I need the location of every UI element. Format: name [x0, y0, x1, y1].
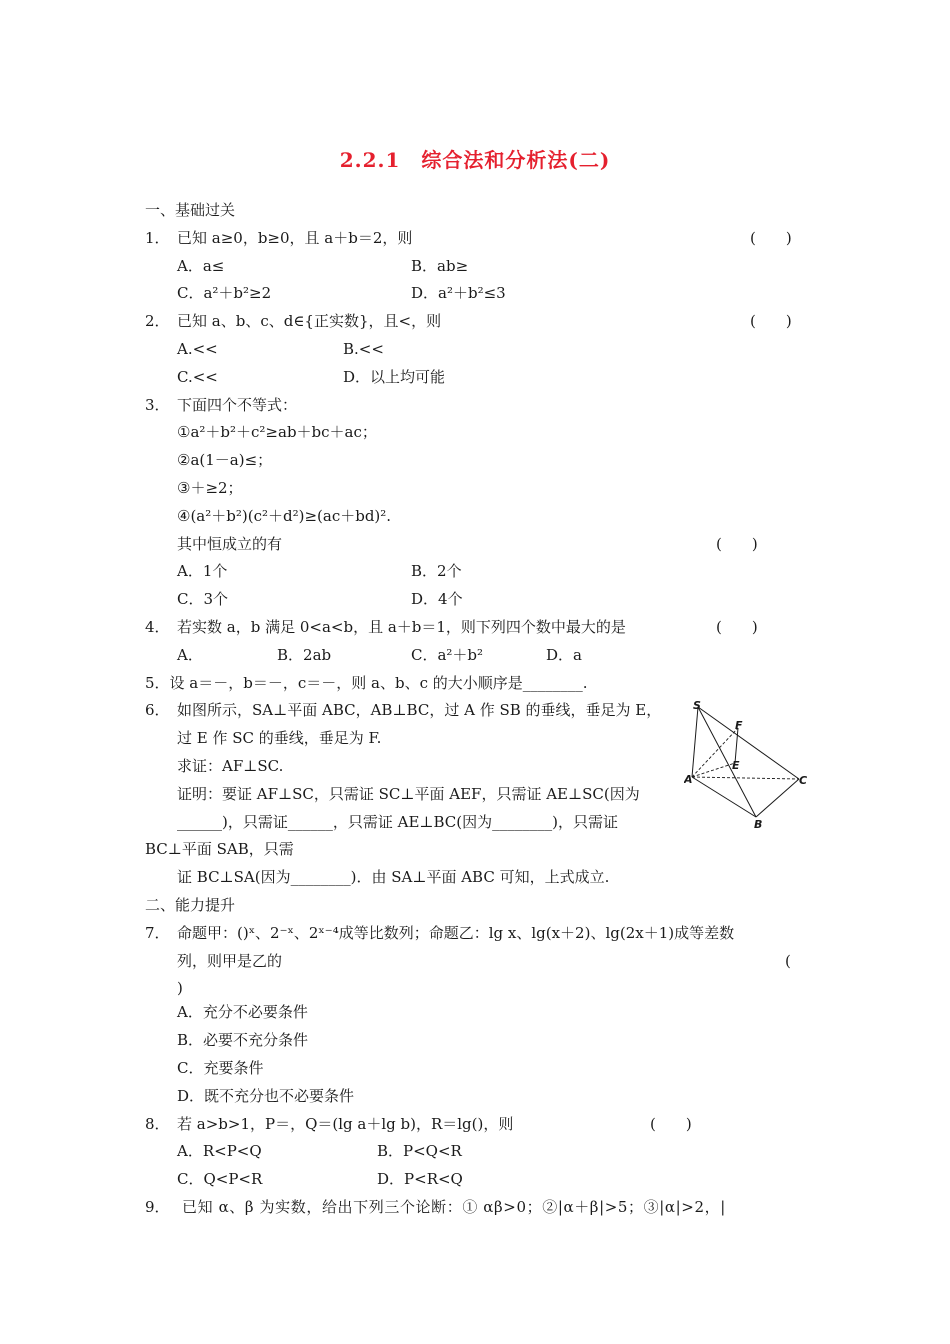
proof-line: 证 BC⊥SA(因为________)．由 SA⊥平面 ABC 可知，上式成立.: [177, 868, 610, 887]
option-a: A．a≤: [177, 256, 225, 275]
edge-ab: [692, 777, 756, 817]
option-a: A．充分不必要条件: [177, 1003, 308, 1022]
question-3: [0, 392, 950, 420]
q1-options-ab: [0, 253, 950, 281]
option-d: D．a: [546, 645, 582, 664]
option-c: C．a²＋b²≥2: [177, 284, 272, 303]
option-a: A．1个: [177, 562, 228, 581]
option-b: B．2ab: [277, 645, 332, 664]
q3-options-cd: [0, 586, 950, 614]
proof-goal: 求证：AF⊥SC.: [177, 756, 284, 775]
question-stem: 已知 a≥0，b≥0，且 a＋b＝2，则: [177, 228, 413, 247]
section-heading-advanced: [0, 892, 950, 920]
question-number: 4．: [145, 617, 170, 636]
option-c: C.<<: [177, 367, 218, 386]
section-title: 一、基础过关: [145, 201, 236, 219]
question-stem: 已知 a、b、c、d∈{正实数}，且<，则: [177, 312, 442, 331]
question-number: 8．: [145, 1114, 170, 1133]
option-c: C．3个: [177, 590, 229, 609]
question-8: [0, 1111, 950, 1139]
question-stem-line: 过 E 作 SC 的垂线，垂足为 F.: [177, 729, 382, 748]
question-7: [0, 920, 950, 948]
option-b: B．P<Q<R: [377, 1142, 462, 1161]
answer-bracket: ( ): [750, 312, 792, 331]
answer-bracket: ( ): [650, 1114, 692, 1133]
pyramid-figure: [684, 697, 810, 831]
option-b: B．ab≥: [411, 256, 469, 275]
label-a: A: [684, 773, 693, 786]
label-e: E: [732, 759, 740, 772]
answer-bracket: ( ): [716, 534, 758, 553]
label-c: C: [799, 774, 808, 787]
q8-options-cd: [0, 1166, 950, 1194]
question-number: 7．: [145, 923, 170, 942]
question-4: [0, 614, 950, 642]
option-a: A．: [177, 645, 203, 664]
question-ask: 其中恒成立的有: [177, 534, 283, 553]
edge-sc: [698, 707, 799, 779]
answer-bracket-open: (: [785, 951, 791, 970]
proof-line: ______)，只需证______，只需证 AE⊥BC(因为________)，只需证: [177, 812, 618, 831]
question-1: [0, 225, 950, 253]
page-title: 2.2.1 综合法和分析法(二): [339, 148, 611, 172]
label-b: B: [754, 818, 763, 831]
label-s: S: [693, 699, 701, 712]
option-c: C．a²＋b²: [411, 645, 484, 664]
q4-options: [0, 642, 950, 670]
question-stem: 若 a>b>1，P＝，Q＝(lg a＋lg b)，R＝lg()，则: [177, 1114, 514, 1133]
q2-options-ab: [0, 336, 950, 364]
edge-ac-hidden: [692, 777, 799, 779]
option-c: C．Q<P<R: [177, 1170, 263, 1189]
question-stem: 下面四个不等式：: [177, 395, 298, 414]
inequality-item-2: ②a(1－a)≤；: [177, 451, 273, 470]
q8-options-ab: [0, 1138, 950, 1166]
question-number: 6．: [145, 701, 170, 720]
question-stem: 已知 α、β 为实数，给出下列三个论断：① αβ>0；②|α＋β|>5；③|α|>2，|: [182, 1197, 726, 1216]
q2-options-cd: [0, 364, 950, 392]
label-f: F: [735, 719, 743, 732]
question-stem: 5．设 a＝－，b＝－，c＝－，则 a、b、c 的大小顺序是________.: [145, 673, 588, 692]
edge-sa: [692, 707, 698, 777]
option-d: D．P<R<Q: [377, 1170, 463, 1189]
question-stem: 如图所示，SA⊥平面 ABC，AB⊥BC，过 A 作 SB 的垂线，垂足为 E，: [177, 701, 662, 720]
question-stem: 命题甲：()ˣ、2⁻ˣ、2ˣ⁻⁴成等比数列；命题乙：lg x、lg(x＋2)、lg(2x＋1)成等差数: [177, 923, 735, 942]
option-d: D．既不充分也不必要条件: [177, 1086, 355, 1105]
edge-bc: [756, 779, 799, 817]
answer-bracket: ( ): [750, 228, 792, 247]
inequality-item-3: ③＋≥2；: [177, 478, 243, 497]
option-b: B.<<: [343, 339, 384, 358]
question-2: [0, 308, 950, 336]
q3-options-ab: [0, 558, 950, 586]
option-d: D．a²＋b²≤3: [411, 284, 506, 303]
question-9: [0, 1194, 950, 1222]
question-number: 9．: [145, 1197, 170, 1216]
question-stem: 若实数 a，b 满足 0<a<b，且 a＋b＝1，则下列四个数中最大的是: [177, 617, 626, 636]
option-b: B．2个: [411, 562, 462, 581]
question-number: 3．: [145, 395, 170, 414]
proof-line: 证明：要证 AF⊥SC，只需证 SC⊥平面 AEF，只需证 AE⊥SC(因为: [177, 784, 640, 803]
option-d: D．4个: [411, 590, 463, 609]
question-5: [0, 670, 950, 698]
option-b: B．必要不充分条件: [177, 1031, 309, 1050]
answer-bracket: ( ): [716, 617, 758, 636]
section-heading-basic: [0, 197, 950, 225]
question-number: 1．: [145, 228, 170, 247]
proof-line: BC⊥平面 SAB，只需: [145, 840, 294, 859]
option-a: A.<<: [177, 339, 218, 358]
question-number: 2．: [145, 312, 170, 331]
edge-sb: [698, 707, 756, 817]
inequality-item-1: ①a²＋b²＋c²≥ab＋bc＋ac；: [177, 423, 377, 442]
option-c: C．充要条件: [177, 1058, 264, 1077]
option-a: A．R<P<Q: [177, 1142, 262, 1161]
answer-bracket-close: ): [177, 979, 183, 998]
option-d: D．以上均可能: [343, 367, 446, 386]
question-stem-line: 列，则甲是乙的: [177, 951, 283, 970]
inequality-item-4: ④(a²＋b²)(c²＋d²)≥(ac＋bd)².: [177, 506, 392, 525]
q1-options-cd: [0, 280, 950, 308]
section-title: 二、能力提升: [145, 895, 236, 914]
